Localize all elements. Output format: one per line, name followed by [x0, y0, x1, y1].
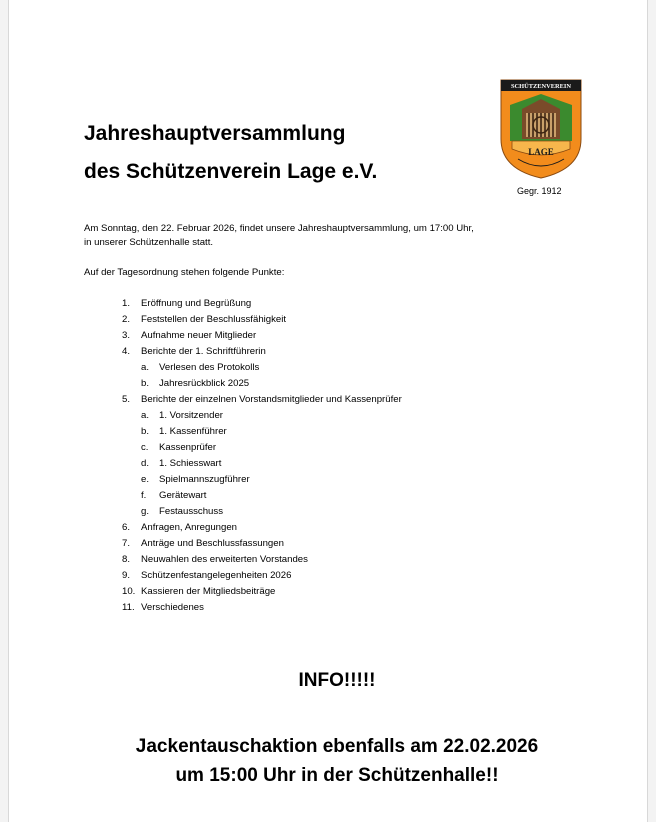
agenda-item-label: Jahresrückblick 2025 — [159, 378, 250, 389]
agenda-item-number: b. — [141, 378, 150, 389]
agenda-item-label: Anfragen, Anregungen — [141, 522, 238, 533]
agenda-item — [84, 408, 564, 424]
club-crest-logo — [500, 79, 582, 179]
agenda-item-label: Spielmannszugführer — [159, 474, 250, 485]
agenda-item — [84, 504, 564, 520]
agenda-item-number: c. — [141, 442, 149, 453]
agenda-item — [84, 424, 564, 440]
crest-name-text: LAGE — [528, 147, 554, 157]
agenda-item — [84, 552, 564, 568]
agenda-item-label: Anträge und Beschlussfassungen — [141, 538, 284, 549]
agenda-item-number: e. — [141, 474, 150, 485]
agenda-item — [84, 360, 564, 376]
agenda-list — [84, 296, 564, 616]
agenda-item-label: Festausschuss — [159, 506, 223, 517]
agenda-item-number: 5. — [122, 394, 131, 405]
agenda-item — [84, 392, 564, 408]
intro-paragraph — [84, 222, 604, 249]
agenda-item-label: Kassenprüfer — [159, 442, 217, 453]
document-title-line2: des Schützenverein Lage e.V. — [84, 160, 378, 183]
agenda-item-label: Schützenfestangelegenheiten 2026 — [141, 570, 292, 581]
agenda-item-label: Berichte der einzelnen Vorstandsmitglieder und Kassenprüfer — [141, 394, 402, 405]
agenda-item-number: f. — [141, 490, 147, 501]
agenda-item — [84, 296, 564, 312]
agenda-item-label: 1. Vorsitzender — [159, 410, 223, 421]
agenda-item-label: Verschiedenes — [141, 602, 204, 613]
notice-line1: Jackentauschaktion ebenfalls am 22.02.2026 — [135, 736, 539, 757]
agenda-item-label: Aufnahme neuer Mitglieder — [141, 330, 257, 341]
agenda-item-number: 11. — [122, 602, 135, 613]
agenda-item — [84, 344, 564, 360]
agenda-item — [84, 376, 564, 392]
agenda-item-label: Neuwahlen des erweiterten Vorstandes — [141, 554, 308, 565]
agenda-item-label: Verlesen des Protokolls — [159, 362, 260, 373]
agenda-item-number: b. — [141, 426, 150, 437]
notice-line2: um 15:00 Uhr in der Schützenhalle!! — [175, 765, 499, 786]
agenda-item — [84, 488, 564, 504]
document-page — [8, 0, 648, 822]
agenda-item-number: 10. — [122, 586, 136, 597]
crest-banner-text: SCHÜTZENVEREIN — [510, 83, 572, 90]
agenda-intro: Auf der Tagesordnung stehen folgende Punkte: — [84, 267, 285, 278]
agenda-item-label: 1. Schiesswart — [159, 458, 222, 469]
agenda-item-number: 4. — [122, 346, 131, 357]
info-heading: INFO!!!!! — [298, 670, 376, 691]
agenda-item-label: Gerätewart — [159, 490, 207, 501]
agenda-item — [84, 520, 564, 536]
agenda-item — [84, 600, 564, 616]
agenda-item — [84, 536, 564, 552]
agenda-item-number: a. — [141, 410, 150, 421]
agenda-item-label: Feststellen der Beschlussfähigkeit — [141, 314, 287, 325]
intro-line2: in unserer Schützenhalle statt. — [84, 236, 214, 248]
agenda-item — [84, 440, 564, 456]
agenda-item-number: 6. — [122, 522, 131, 533]
agenda-item — [84, 568, 564, 584]
agenda-item — [84, 472, 564, 488]
agenda-item-number: 8. — [122, 554, 131, 565]
agenda-item — [84, 456, 564, 472]
agenda-item — [84, 312, 564, 328]
agenda-item-label: Eröffnung und Begrüßung — [141, 298, 252, 309]
crest-founded-text: Gegr. 1912 — [517, 186, 562, 196]
agenda-item — [84, 584, 564, 600]
agenda-item-label: 1. Kassenführer — [159, 426, 227, 437]
agenda-item-label: Kassieren der Mitgliedsbeiträge — [141, 586, 276, 597]
intro-line1: Am Sonntag, den 22. Februar 2026, findet unsere Jahreshauptversammlung, um 17:00 Uhr, — [84, 223, 474, 234]
agenda-item-number: 9. — [122, 570, 131, 581]
agenda-item — [84, 328, 564, 344]
agenda-item-number: 3. — [122, 330, 131, 341]
agenda-item-number: g. — [141, 506, 150, 517]
agenda-item-number: d. — [141, 458, 150, 469]
agenda-item-label: Berichte der 1. Schriftführerin — [141, 346, 266, 357]
document-title-line1: Jahreshauptversammlung — [84, 122, 346, 145]
agenda-item-number: a. — [141, 362, 150, 373]
agenda-item-number: 1. — [122, 298, 131, 309]
agenda-item-number: 2. — [122, 314, 131, 325]
agenda-item-number: 7. — [122, 538, 131, 549]
